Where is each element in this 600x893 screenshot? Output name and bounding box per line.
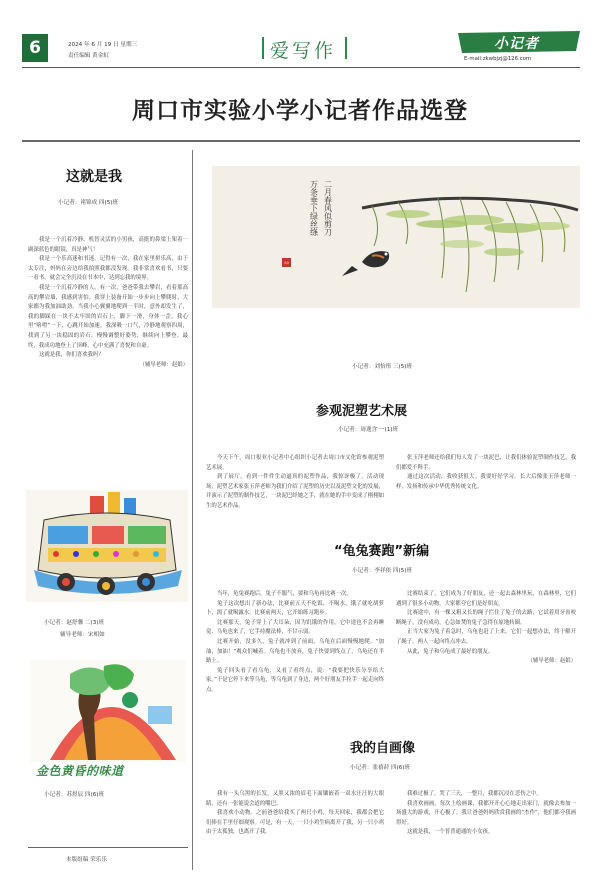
tree-drawing-svg [30,660,186,762]
article-teacher: （辅导老师：赵娟） [527,658,576,665]
article-title: “龟兔赛跑”新编 [334,544,430,559]
paragraph: 我是一个沉着冷静的人。有一次，爸爸带我去攀岩，看着那高高的攀岩墙，我感到害怕。我穿上装备开始一步步向上攀爬时，大家都为我加油助劲。当我小心翼翼地爬到一半时，意外却发生了，我的脚踩在一块不太牢固的岩石上，脚下一滑，身体一歪，我心里“咯噔”一下，心跳开始加速。我深吸一口气，冷静地观察四周，找到了另一块稳固的岩石，慢慢调整好姿势，继续向上攀登。最终，我成功地登上了顶峰，心中充满了喜悦和自豪。 [28,284,188,349]
paragraph: 我喜欢画画，每次上绘画课，我都开开心心地走出家门，就像去参加一场盛大的游戏，开心极了。我让爸爸妈妈欣赏我画的“杰作”，他们都夸我画得好。 [396,800,576,826]
issue-date: 2024 年 6 月 19 日 星期三 [68,42,138,48]
article-body-col1 [206,590,384,696]
article-body-col2 [396,590,576,667]
paragraph: 我是一个沉着冷静、机智灵活的小男孩，高挺的鼻梁上架着一副深蓝色的眼镜，真是神气！ [28,237,188,253]
ink-painting [212,166,580,308]
painting-caption: 小记者：刘怡彤 三(5)班 [352,364,413,370]
issue-editor: 责任编辑 黄金虹 [68,53,109,59]
child-drawing-tree [30,660,186,762]
article-title: 我的自画像 [350,741,416,756]
paragraph: 到了展厅，看到一件件生动逼真的泥塑作品，我惊讶极了。活动现场，泥塑艺术家张玉萍老师为我们介绍了泥塑的历史以及泥塑文化的发展，并演示了泥塑的制作技艺，一块泥巴经她之手，就在她的手中变成了栩栩如生的艺术作品。 [206,474,384,509]
paragraph: 我难过极了，哭了三天，一整月，我都沉浸在悲伤之中。 [407,791,542,797]
poem-line: 万条垂下绿丝绦 [309,180,319,236]
paragraph: 正当大家为兔子着急时，乌龟也赶了上来，它们一起想办法，终于解开了绳子，两人一起向终点冲去。 [396,629,576,645]
article-title: 这就是我 [66,169,122,185]
brand-logo-text: 小记者 [494,36,539,52]
article-body-col1 [206,454,384,512]
vehicle-drawing-svg [26,490,188,602]
section-divider-left [262,37,264,59]
drawing-banner-text: 金色黄昏的味道 [36,764,124,778]
footer-rule [28,847,188,848]
page-number: 6 [22,34,48,62]
section-divider-right [345,37,347,59]
article-byline: 小记者：褚锦成 四(5)班 [58,200,119,206]
page-editor-credit: 本版组稿 荣乐乐 [66,857,107,863]
ink-painting-svg [212,166,580,308]
paragraph: 今天下午，周口报业小记者中心组织小记者去周口市文化馆参观泥塑艺术展。 [206,455,384,471]
column-divider [192,150,193,870]
main-title: 周口市实验小学小记者作品选登 [132,98,468,124]
paragraph: 我有一头乌黑的长发，又黑又浓的眉毛下面镶嵌着一双水汪汪的大眼睛，还有一张能说会道的嘴巴。 [206,791,384,807]
drawing-teacher: 辅导老师：宋相如 [60,632,105,638]
paragraph: 我是一个乐高迷和书迷。记得有一次，我在家里拼乐高，由于太专注，妈妈在旁边给我拍照我都没发现。我非常喜欢看书，只要一看书，就会完全沉浸在书本中，达到忘我的境界。 [28,256,188,282]
paragraph: 比赛结束了，它们成为了好朋友，还一起去森林里玩，在森林里，它们遇到了很多小动物，大家都夸它们是好朋友。 [396,591,576,607]
article-body-col2 [396,454,576,492]
paragraph: 比赛开始，没多久，兔子就冲到了前面，乌龟在后面慢慢地爬。“加油，加油！”观众们喊着。乌龟也不放弃，兔子快要到终点了，乌龟还在半路上。 [206,638,384,665]
paragraph: 这就是我，你们喜欢我吗？ [39,352,104,359]
article-byline: 小记者：张禧莳 四(6)班 [350,765,411,771]
contact-email: E-mail:zkwbjzj@126.com [464,56,532,62]
child-drawing-vehicle [26,490,188,602]
article-body [28,236,188,370]
paragraph: 比赛途中，有一棵又粗又长的绳子拦住了兔子的去路，它试着用牙齿咬断绳子，没有成功，心急如焚的兔子急得在原地转圈。 [396,610,576,626]
paragraph: 从此，兔子和乌龟成了最好的朋友。 [407,648,494,655]
article-body-col1 [206,790,384,838]
paragraph: 比赛那天，兔子穿上了大耳朵，因为饥饿的作用，它中途也不会再睡觉，乌龟也来了，它手持魔法棒，不甘示弱。 [206,619,384,636]
header-rule [22,67,580,68]
drawing-caption: 小记者：赵舒馨 二(3)班 [44,620,105,626]
article-teacher: （辅导老师：赵娟） [139,361,188,368]
section-title: 爱写作 [270,40,337,62]
paragraph: 通过这次活动，我收获很大。我要好好学习，长大后像张玉萍老师一样，发扬和传承中华优秀传统文化。 [396,474,576,490]
article-body-col2 [396,790,576,838]
article-byline: 小记者：周逸含 一(1)班 [338,427,399,433]
brand-banner [458,31,580,53]
article-title: 参观泥塑艺术展 [316,404,408,419]
paragraph: 兔子这次想出了新办法，比赛前五天不吃饭，不喝水，饿了就吃胡萝卜，渴了就喝露水。比赛前两天，它开始练习跑步。 [206,600,384,617]
drawing-caption: 小记者：苏煜辰 四(6)班 [44,792,105,798]
paragraph: 这就是我，一个普普通通的小女孩。 [407,829,494,836]
paragraph: 张玉萍老师还给我们每人发了一块泥巴，让我们体验泥塑制作技艺，我们都爱不释手。 [396,455,576,471]
title-rule [22,140,580,142]
paragraph: 兔子回头看了看乌龟，又看了看终点，说：“我要把快乐分享给大家。”于是它停下来等乌龟，等乌龟到了身边，两个好朋友手拉手一起走向终点。 [206,667,384,693]
article-byline: 小记者：李祥依 四(5)班 [352,568,413,574]
paragraph: 我喜欢小动物。之前爸爸给我买了两只小鸡，每天回家，我都会把它们捧在手里仔细观察。可是，有一天，一只小鸡生病离开了我，另一只小鸡由于太孤独，也离开了我。 [206,810,384,836]
seal-mark: 作品 [283,261,290,265]
poem-line: 二月春风似剪刀 [323,180,333,236]
paragraph: 当年，龟兔赛跑后，兔子不服气，要和乌龟再比赛一次。 [217,591,352,597]
